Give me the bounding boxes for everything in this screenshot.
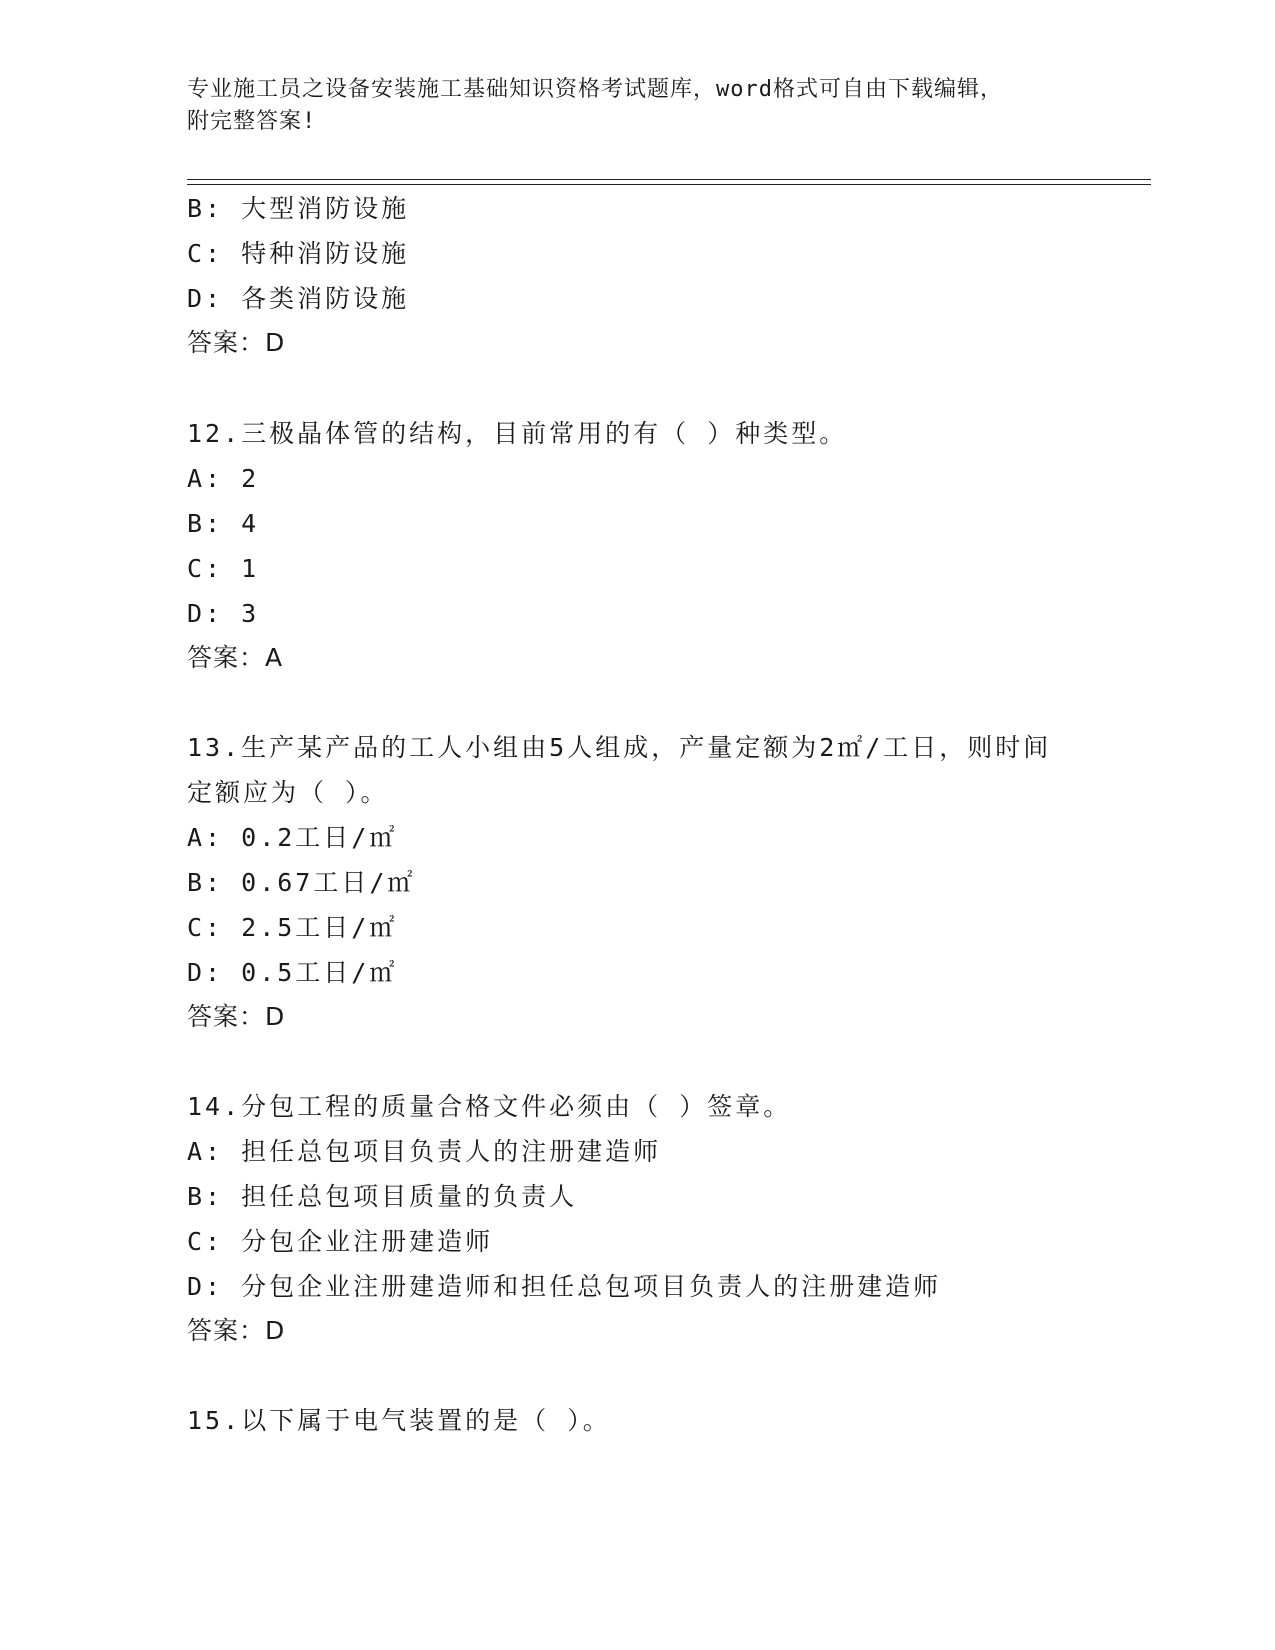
- q14-option-a: A: 担任总包项目负责人的注册建造师: [187, 1137, 662, 1166]
- q12-option-d: D: 3: [187, 599, 260, 628]
- q11-option-b: B: 大型消防设施: [187, 194, 410, 223]
- q13-stem-line-1: 13.生产某产品的工人小组由5人组成，产量定额为2㎡/工日，则时间: [187, 733, 1052, 762]
- q12-option-a: A: 2: [187, 464, 260, 493]
- q14-stem: 14.分包工程的质量合格文件必须由（ ）签章。: [187, 1092, 792, 1121]
- q11-answer: 答案：D: [187, 328, 286, 357]
- q13-answer: 答案：D: [187, 1002, 286, 1031]
- q15-stem: 15.以下属于电气装置的是（ ）。: [187, 1406, 611, 1435]
- q13-option-d: D: 0.5工日/㎡: [187, 958, 398, 987]
- q13-option-b: B: 0.67工日/㎡: [187, 868, 416, 897]
- q14-option-c: C: 分包企业注册建造师: [187, 1227, 494, 1256]
- q14-option-b: B: 担任总包项目质量的负责人: [187, 1182, 578, 1211]
- q11-option-c: C: 特种消防设施: [187, 239, 410, 268]
- q11-option-d: D: 各类消防设施: [187, 284, 410, 313]
- document-header: [187, 74, 1087, 138]
- header-line-1: 专业施工员之设备安装施工基础知识资格考试题库，word格式可自由下载编辑，: [187, 77, 1003, 102]
- q13-option-c: C: 2.5工日/㎡: [187, 913, 398, 942]
- q12-option-c: C: 1: [187, 554, 260, 583]
- header-line-2: 附完整答案!: [187, 109, 317, 134]
- header-divider-bottom: [187, 184, 1151, 185]
- q13-stem-line-2: 定额应为（ ）。: [187, 778, 389, 807]
- q14-answer: 答案：D: [187, 1316, 286, 1345]
- q12-option-b: B: 4: [187, 509, 260, 538]
- q12-stem: 12.三极晶体管的结构，目前常用的有（ ）种类型。: [187, 419, 848, 448]
- q14-option-d: D: 分包企业注册建造师和担任总包项目负责人的注册建造师: [187, 1272, 942, 1301]
- q13-option-a: A: 0.2工日/㎡: [187, 823, 398, 852]
- header-divider-top: [187, 179, 1151, 180]
- q12-answer: 答案：A: [187, 643, 284, 672]
